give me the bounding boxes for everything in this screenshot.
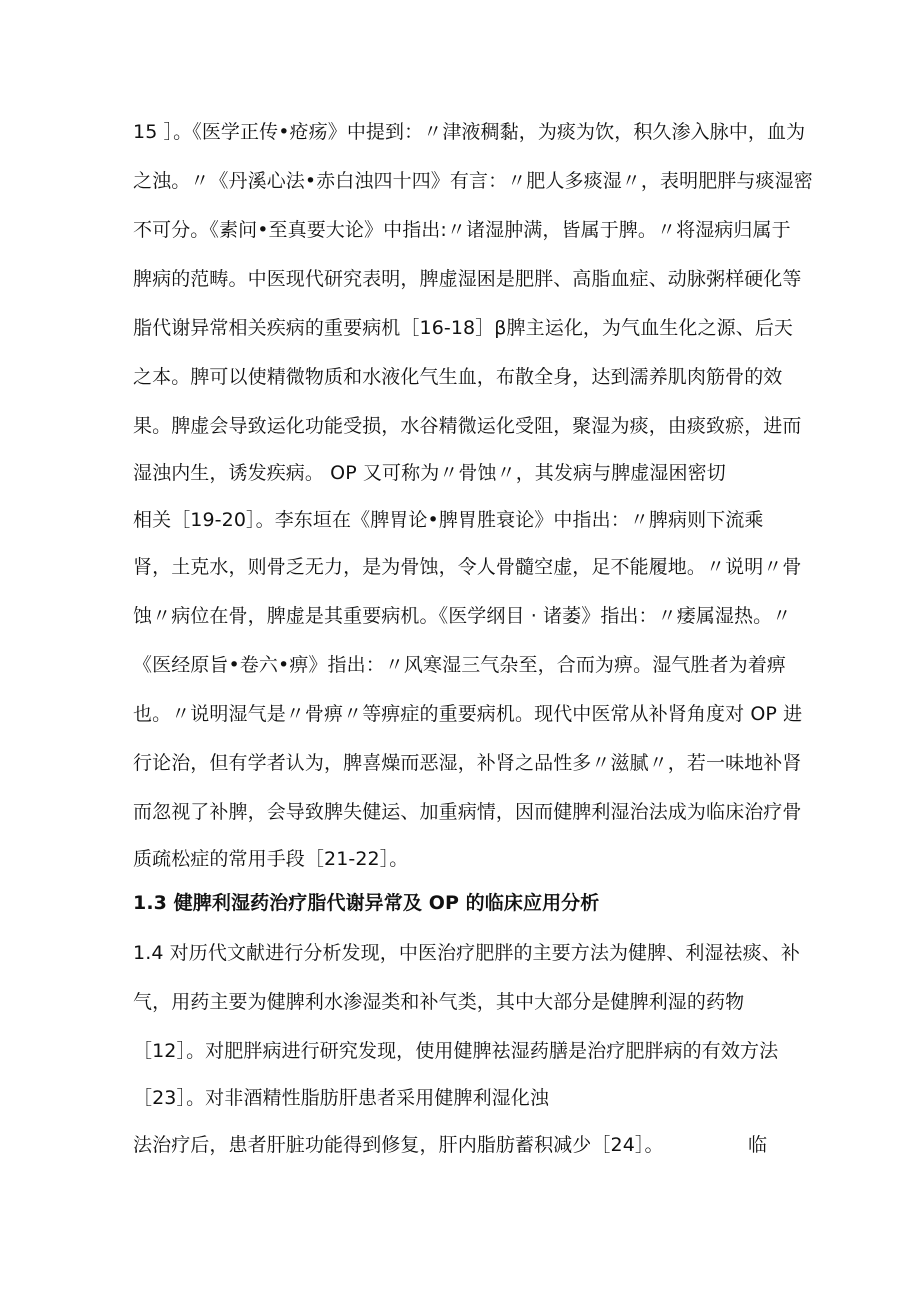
paragraph-line-2: 之浊。〃《丹溪心法•赤白浊四十四》有言：〃肥人多痰湿〃，表明肥胖与痰湿密	[133, 170, 813, 192]
paragraph-line-7: 果。脾虚会导致运化功能受损，水谷精微运化受阻，聚湿为痰，由痰致瘀，进而	[133, 415, 802, 437]
paragraph-line-15: 而忽视了补脾，会导致脾失健运、加重病情，因而健脾利湿治法成为临床治疗骨	[133, 801, 802, 823]
paragraph-line-12: 《医经原旨•卷六•痹》指出：〃风寒湿三气杂至，合而为痹。湿气胜者为着痹	[133, 654, 786, 676]
paragraph-line-3: 不可分。《素问•至真要大论》中指出:〃诸湿肿满，皆属于脾。〃将湿病归属于	[133, 219, 791, 241]
paragraph-line-6: 之本。脾可以使精微物质和水液化气生血，布散全身，达到濡养肌肉筋骨的效	[133, 366, 783, 388]
paragraph-line-8: 湿浊内生，诱发疾病。 OP 又可称为〃骨蚀〃，其发病与脾虚湿困密切	[133, 462, 726, 484]
paragraph-line-11: 蚀〃病位在骨，脾虚是其重要病机。《医学纲目 · 诸萎》指出：〃痿属湿热。〃	[133, 605, 792, 627]
paragraph-line-1: 15 ］。《医学正传•疮疡》中提到：〃津液稠黏，为痰为饮，积久渗入脉中，血为	[133, 121, 806, 143]
paragraph-line-4: 脾病的范畴。中医现代研究表明，脾虚湿困是肥胖、高脂血症、动脉粥样硬化等	[133, 268, 802, 290]
paragraph-line-16: 质疏松症的常用手段［21-22］。	[133, 848, 409, 870]
paragraph2-line-5: 法治疗后，患者肝脏功能得到修复，肝内脂肪蓄积减少［24］。	[133, 1134, 664, 1156]
paragraph-line-9: 相关［19-20］。李东垣在《脾胃论•脾胃胜衰论》中指出：〃脾病则下流乘	[133, 509, 764, 531]
paragraph2-line-3: ［12］。对肥胖病进行研究发现，使用健脾祛湿药膳是治疗肥胖病的有效方法	[133, 1040, 779, 1062]
paragraph2-line-5-tail: 临	[748, 1134, 768, 1156]
paragraph2-line-1: 1.4 对历代文献进行分析发现，中医治疗肥胖的主要方法为健脾、利湿祛痰、补	[133, 942, 800, 964]
paragraph-line-14: 行论治，但有学者认为，脾喜燥而恶湿，补肾之品性多〃滋腻〃，若一味地补肾	[133, 752, 802, 774]
paragraph-line-5: 脂代谢异常相关疾病的重要病机［16-18］β脾主运化，为气血生化之源、后天	[133, 317, 794, 339]
paragraph2-line-4: ［23］。对非酒精性脂肪肝患者采用健脾利湿化浊	[133, 1087, 549, 1109]
section-heading: 1.3 健脾利湿药治疗脂代谢异常及 OP 的临床应用分析	[133, 892, 600, 914]
paragraph2-line-2: 气，用药主要为健脾利水渗湿类和补气类，其中大部分是健脾利湿的药物	[133, 991, 745, 1013]
paragraph-line-10: 肾，土克水，则骨乏无力，是为骨蚀，令人骨髓空虚，足不能履地。〃说明〃骨	[133, 556, 802, 578]
paragraph-line-13: 也。〃说明湿气是〃骨痹〃等痹症的重要病机。现代中医常从补肾角度对 OP 进	[133, 703, 803, 725]
